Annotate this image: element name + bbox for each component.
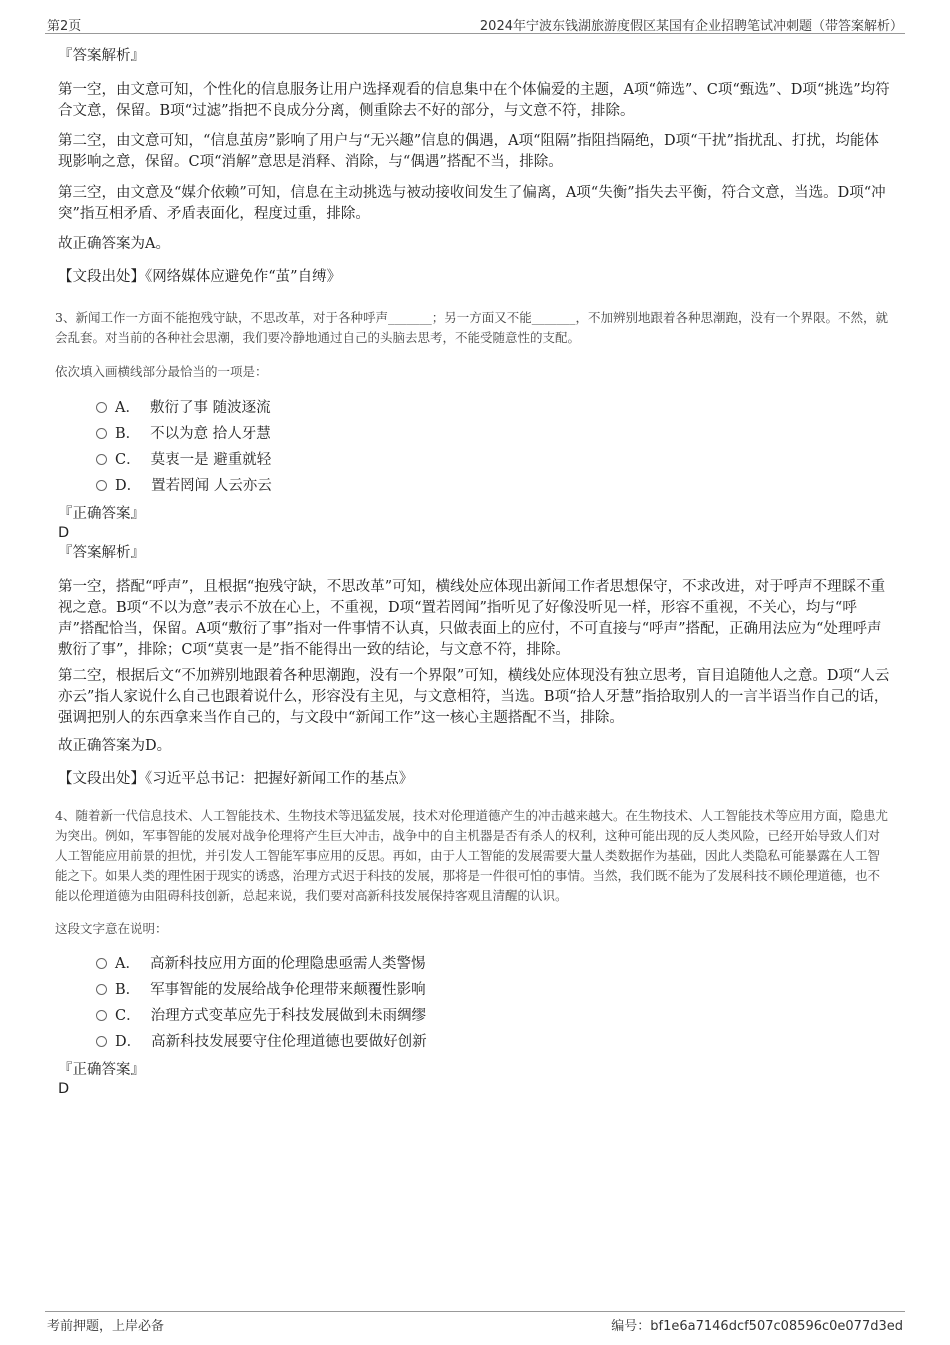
q3-option-c[interactable]: C． 莫衷一是 避重就轻 — [96, 449, 271, 471]
radio-icon[interactable] — [96, 402, 107, 413]
q3-conclusion: 故正确答案为D。 — [58, 738, 172, 754]
q4-option-a[interactable]: A． 高新科技应用方面的伦理隐患亟需人类警惕 — [96, 953, 425, 975]
q3-analysis-paragraph-1: 第一空，搭配“呼声”，且根据“抱残守缺，不思改革”可知，横线处应体现出新闻工作者思想保守，不求改进，对于呼声不理睬不重视之意。B项“不以为意”表示不放在心上，不重视，D项“置若罔闻”指听见了好像没听见一样，形容不重视，不关心，均与“呼声”搭配恰当，保留。A项“敷衍了事”指对一件事情不认真，只做表面上的应付，不可直接与“呼声”搭配，正确用法应为“处理呼声敷衍了事”，排除；C项“莫衷一是”指不能得出一致的结论，与文意不符，排除。 — [58, 579, 886, 658]
q2-source: 【文段出处】《网络媒体应避免作“茧”自缚》 — [58, 269, 342, 285]
q3-option-d[interactable]: D． 置若罔闻 人云亦云 — [96, 475, 272, 497]
q3-stem: 3、新闻工作一方面不能抱残守缺，不思改革，对于各种呼声_______；另一方面又不能_______，不加辨别地跟着各种思潮跑，没有一个界限。不然，就会乱套。对当前的各种社会思潮，我们要冷静地通过自己的头脑去思考，不能受随意性的支配。 — [55, 310, 888, 345]
q2-analysis-paragraph-1: 第一空，由文意可知，个性化的信息服务让用户选择观看的信息集中在个体偏爱的主题，A项“筛选”、C项“甄选”、D项“挑选”均符合文意，保留。B项“过滤”指把不良成分分离，侧重除去不好的部分，与文意不符，排除。 — [58, 82, 890, 119]
q4-option-d[interactable]: D． 高新科技发展要守住伦理道德也要做好创新 — [96, 1031, 427, 1053]
q4-correct-answer-label: 『正确答案』 — [58, 1062, 145, 1078]
page-number: 第2页 — [47, 19, 82, 34]
footer-slogan: 考前押题，上岸必备 — [47, 1319, 165, 1334]
q3-source: 【文段出处】《习近平总书记：把握好新闻工作的基点》 — [58, 771, 414, 787]
q3-option-b[interactable]: B． 不以为意 拾人牙慧 — [96, 423, 271, 445]
radio-icon[interactable] — [96, 1036, 107, 1047]
document-code: 编号：bf1e6a7146dcf507c08596c0e077d3ed — [611, 1319, 903, 1334]
q2-analysis-paragraph-3: 第三空，由文意及“媒介依赖”可知，信息在主动挑选与被动接收间发生了偏离，A项“失衡”指失去平衡，符合文意，当选。D项“冲突”指互相矛盾、矛盾表面化，程度过重，排除。 — [58, 185, 886, 222]
q3-analysis-paragraph-2: 第二空，根据后文“不加辨别地跟着各种思潮跑，没有一个界限”可知，横线处应体现没有独立思考，盲目追随他人之意。D项“人云亦云”指人家说什么自己也跟着说什么，形容没有主见，与文意相符，当选。B项“拾人牙慧”指拾取别人的一言半语当作自己的话，强调把别人的东西拿来当作自己的，与文段中“新闻工作”这一核心主题搭配不当，排除。 — [58, 668, 890, 726]
page-header — [45, 13, 905, 34]
q2-analysis-paragraph-2: 第二空，由文意可知，“信息茧房”影响了用户与“无兴趣”信息的偶遇，A项“阻隔”指阻挡隔绝，D项“干扰”指扰乱、打扰，均能体现影响之意，保留。C项“消解”意思是消释、消除，与“偶遇”搭配不当，排除。 — [58, 133, 879, 170]
q4-option-b[interactable]: B． 军事智能的发展给战争伦理带来颠覆性影响 — [96, 979, 426, 1001]
q2-analysis-label: 『答案解析』 — [58, 48, 145, 64]
radio-icon[interactable] — [96, 1010, 107, 1021]
q2-conclusion: 故正确答案为A。 — [58, 236, 170, 252]
document-title: 2024年宁波东钱湖旅游度假区某国有企业招聘笔试冲刺题（带答案解析） — [479, 19, 903, 34]
q3-analysis-label: 『答案解析』 — [58, 545, 145, 561]
q4-correct-answer: D — [58, 1081, 70, 1097]
radio-icon[interactable] — [96, 480, 107, 491]
radio-icon[interactable] — [96, 958, 107, 969]
q4-stem: 4、随着新一代信息技术、人工智能技术、生物技术等迅猛发展，技术对伦理道德产生的冲击越来越大。在生物技术、人工智能技术等应用方面，隐患尤为突出。例如，军事智能的发展对战争伦理将产生巨大冲击，战争中的自主机器是否有杀人的权利，这种可能出现的反人类风险，已经开始导致人们对人工智能应用前景的担忧，并引发人工智能军事应用的反思。再如，由于人工智能的发展需要大量人类数据作为基础，因此人类隐私可能暴露在人工智能之下。如果人类的理性困于现实的诱惑，治理方式迟于科技的发展，那将是一件很可怕的事情。当然，我们既不能为了发展科技不顾伦理道德，也不能以伦理道德为由阻碍科技创新，总起来说，我们要对高新科技发展保持客观且清醒的认识。 — [55, 808, 888, 903]
radio-icon[interactable] — [96, 454, 107, 465]
page-footer — [45, 1311, 905, 1336]
radio-icon[interactable] — [96, 428, 107, 439]
q3-correct-answer-label: 『正确答案』 — [58, 506, 145, 522]
radio-icon[interactable] — [96, 984, 107, 995]
q3-option-a[interactable]: A． 敷衍了事 随波逐流 — [96, 397, 271, 419]
q4-prompt: 这段文字意在说明： — [55, 921, 168, 936]
q4-option-c[interactable]: C． 治理方式变革应先于科技发展做到未雨绸缪 — [96, 1005, 426, 1027]
q3-prompt: 依次填入画横线部分最恰当的一项是： — [55, 364, 268, 379]
q3-correct-answer: D — [58, 525, 70, 541]
